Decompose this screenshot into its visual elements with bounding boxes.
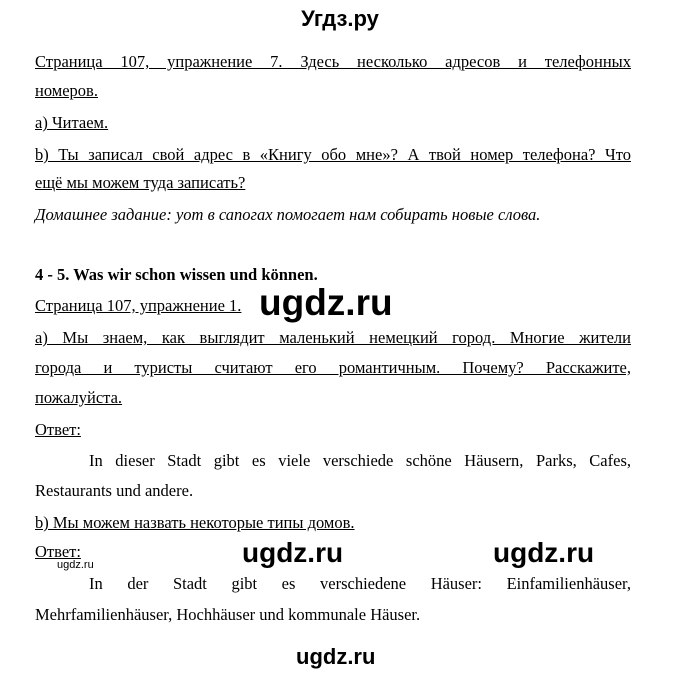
site-watermark-big: ugdz.ru (259, 282, 393, 323)
answer-label-1: Ответ: (35, 420, 81, 439)
lesson-title: 4 - 5. Was wir schon wissen und können. (35, 265, 318, 284)
task-b-types: b) Мы можем назвать некоторые типы домов. (35, 513, 355, 532)
task-a-line2: города и туристы считают его романтичным. Почему? Расскажите, (35, 358, 631, 377)
task-a-line1: а) Мы знаем, как выглядит маленький немецкий город. Многие жители (35, 328, 631, 347)
homework-note: Домашнее задание: уот в сапогах помогает нам собирать новые слова. (35, 205, 541, 224)
site-watermark-mid-right: ugdz.ru (493, 537, 595, 568)
site-watermark-small: ugdz.ru (57, 559, 94, 571)
site-watermark-bottom: ugdz.ru (296, 644, 376, 669)
exercise-heading-line1: Страница 107, упражнение 7. Здесь несколько адресов и телефонных (35, 52, 631, 71)
exercise-heading-line2: номеров. (35, 81, 98, 100)
task-a-line3: пожалуйста. (35, 388, 123, 407)
answer-2-line2: Mehrfamilienhäuser, Hochhäuser und kommunale Häuser. (35, 605, 421, 624)
task-b-line2: ещё мы можем туда записать? (35, 173, 246, 192)
answer-label-2: Ответ: (35, 542, 81, 561)
task-a: а) Читаем. (35, 113, 109, 132)
task-b-line1: b) Ты записал свой адрес в «Книгу обо мне»? А твой номер телефона? Что (35, 145, 631, 164)
exercise-reference: Страница 107, упражнение 1. (35, 296, 242, 315)
answer-2-line1: In der Stadt gibt es verschiedene Häuser: Einfamilienhäuser, (89, 574, 631, 593)
answer-1-line1: In dieser Stadt gibt es viele verschiede schöne Häusern, Parks, Cafes, (89, 451, 631, 470)
site-watermark-mid-left: ugdz.ru (242, 537, 344, 568)
answer-1-line2: Restaurants und andere. (35, 481, 194, 500)
site-watermark-top: Угдз.ру (301, 6, 379, 31)
